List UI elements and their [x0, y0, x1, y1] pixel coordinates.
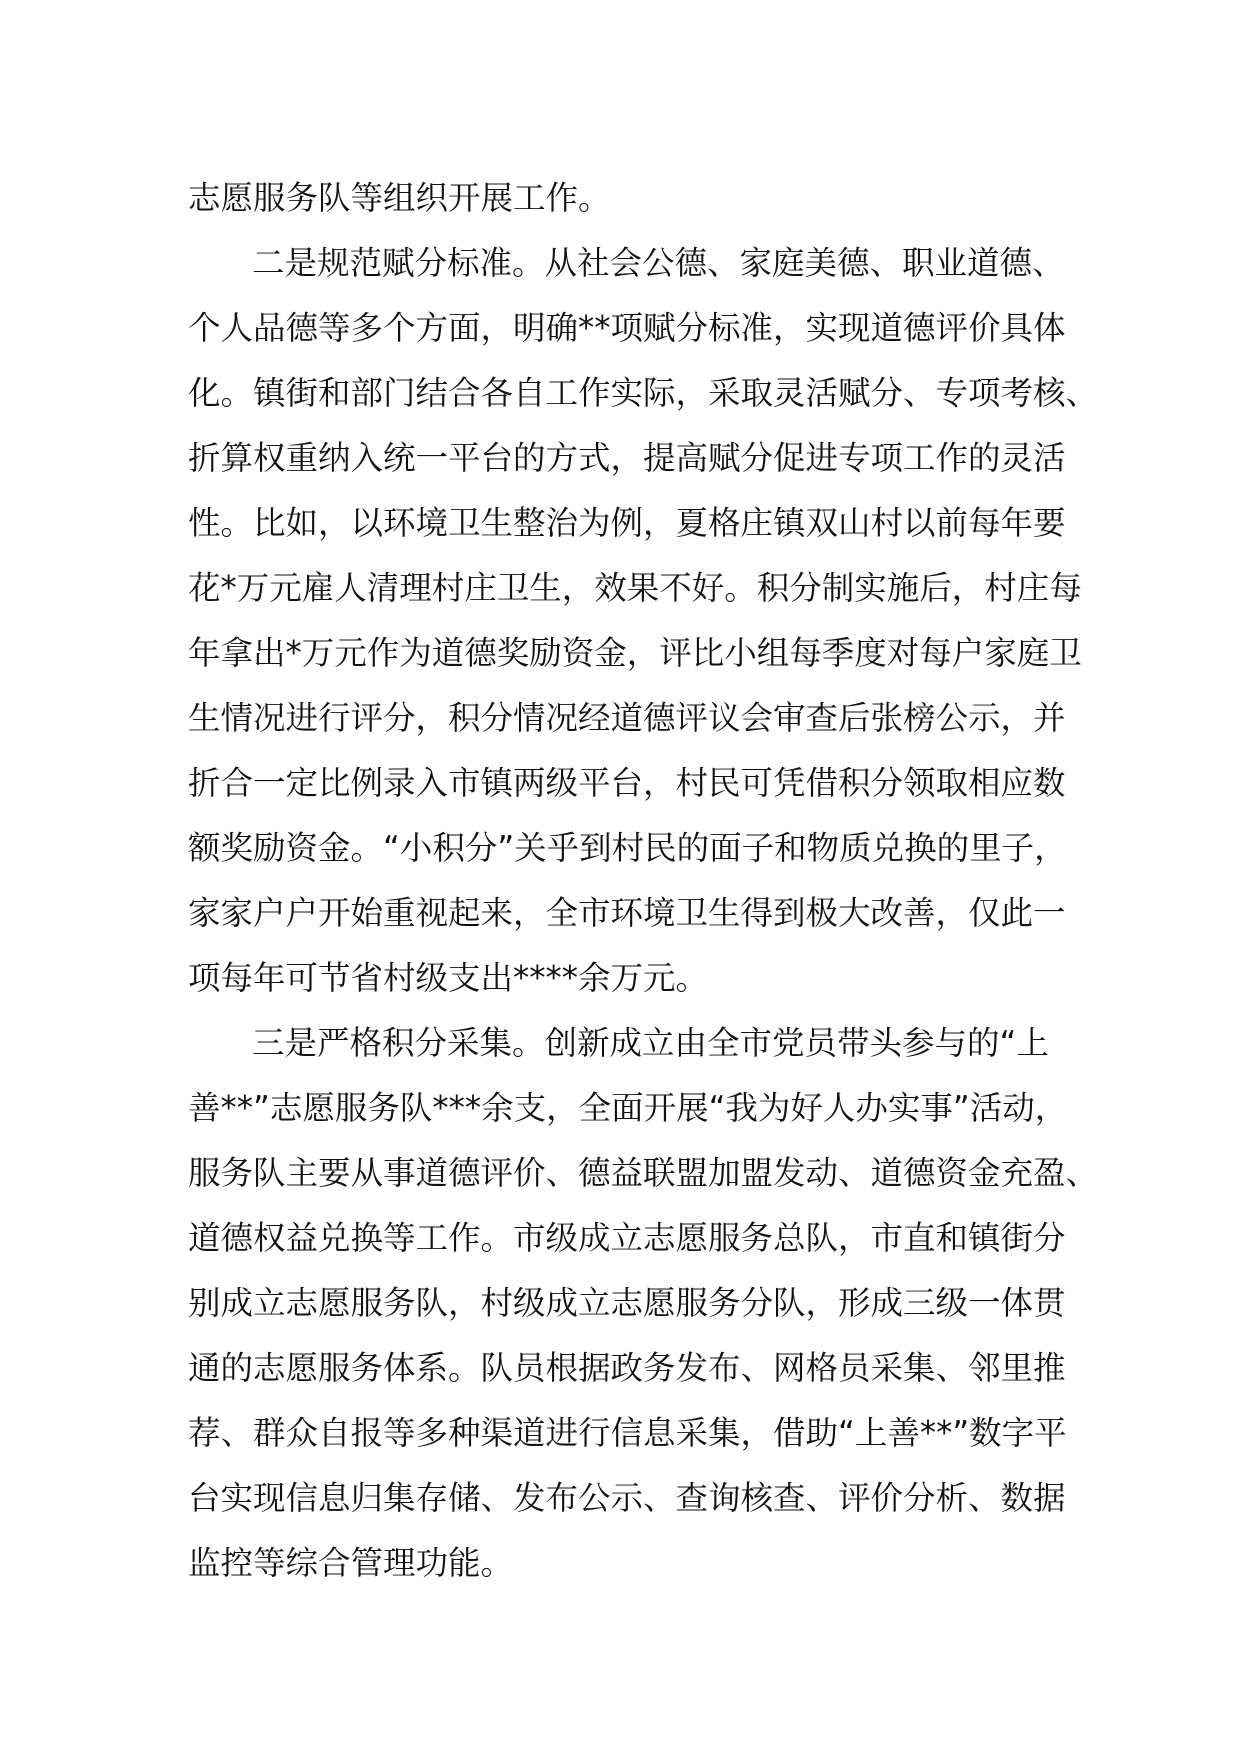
text-line: 服务队主要从事道德评价、德益联盟加盟发动、道德资金充盈、 [188, 1154, 1099, 1192]
text-line: 生情况进行评分，积分情况经道德评议会审查后张榜公示，并 [188, 699, 1066, 737]
text-line: 额奖励资金。“小积分”关乎到村民的面子和物质兑换的里子， [188, 829, 1067, 867]
paragraph-point-collection [188, 1011, 1099, 1596]
text-line: 三是严格积分采集。创新成立由全市党员带头参与的“上 [252, 1024, 1049, 1062]
text-line: 折合一定比例录入市镇两级平台，村民可凭借积分领取相应数 [188, 764, 1066, 802]
text-line: 家家户户开始重视起来，全市环境卫生得到极大改善，仅此一 [188, 894, 1066, 932]
text-line: 监控等综合管理功能。 [188, 1544, 514, 1582]
text-line: 折算权重纳入统一平台的方式，提高赋分促进专项工作的灵活 [188, 439, 1066, 477]
text-line: 个人品德等多个方面，明确**项赋分标准，实现道德评价具体 [188, 309, 1066, 347]
paragraph-continuation [188, 166, 1088, 231]
text-line: 台实现信息归集存储、发布公示、查询核查、评价分析、数据 [188, 1479, 1066, 1517]
text-line: 别成立志愿服务队，村级成立志愿服务分队，形成三级一体贯 [188, 1284, 1066, 1322]
text-line: 道德权益兑换等工作。市级成立志愿服务总队，市直和镇街分 [188, 1219, 1066, 1257]
text-line: 年拿出*万元作为道德奖励资金，评比小组每季度对每户家庭卫 [188, 634, 1082, 672]
text-line: 项每年可节省村级支出****余万元。 [188, 959, 709, 997]
text-line: 荐、群众自报等多种渠道进行信息采集，借助“上善**”数字平 [188, 1414, 1067, 1452]
text-line: 花*万元雇人清理村庄卫生，效果不好。积分制实施后，村庄每 [188, 569, 1082, 607]
text-line: 善**”志愿服务队***余支，全面开展“我为好人办实事”活动， [188, 1089, 1068, 1127]
text-line: 通的志愿服务体系。队员根据政务发布、网格员采集、邻里推 [188, 1349, 1066, 1387]
body-text [188, 166, 1099, 1596]
paragraph-scoring-standards [188, 231, 1099, 1011]
text-line: 性。比如，以环境卫生整治为例，夏格庄镇双山村以前每年要 [188, 504, 1066, 542]
text-line: 二是规范赋分标准。从社会公德、家庭美德、职业道德、 [252, 244, 1065, 282]
text-line: 志愿服务队等组织开展工作。 [188, 179, 611, 217]
text-line: 化。镇街和部门结合各自工作实际，采取灵活赋分、专项考核、 [188, 374, 1099, 412]
